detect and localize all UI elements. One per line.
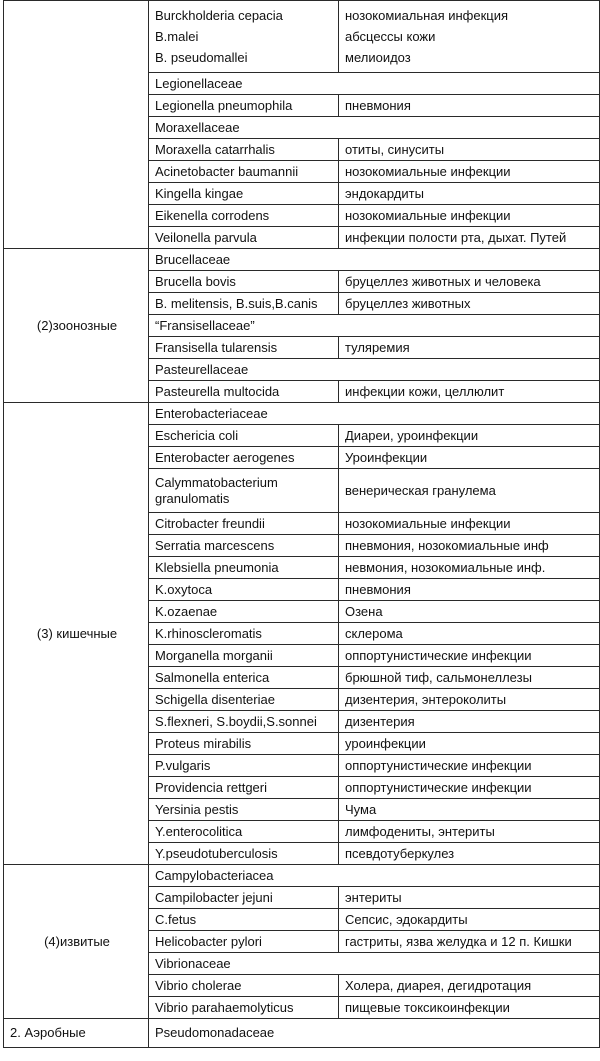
disease-name: бруцеллез животных (339, 293, 600, 315)
disease-name: дизентерия (339, 711, 600, 733)
family-name: Campylobacteriacea (149, 865, 600, 887)
disease-name: дизентерия, энтероколиты (339, 689, 600, 711)
organism-name: Klebsiella pneumonia (149, 557, 339, 579)
disease-name: склерома (339, 623, 600, 645)
organism-name: Moraxella catarrhalis (149, 139, 339, 161)
organism-name: Veilonella parvula (149, 227, 339, 249)
disease-name: энтериты (339, 887, 600, 909)
organism-name: C.fetus (149, 909, 339, 931)
group-cell: (2)зоонозные (4, 249, 149, 403)
organism-name: Y.pseudotuberculosis (149, 843, 339, 865)
disease-name: оппортунистические инфекции (339, 777, 600, 799)
organism-name: Eikenella corrodens (149, 205, 339, 227)
organism-name: Burckholderia cepacia (155, 8, 283, 23)
disease-name: Сепсис, эдокардиты (339, 909, 600, 931)
organism-cell (149, 1, 339, 73)
disease-name: Уроинфекции (339, 447, 600, 469)
family-name: Brucellaceae (149, 249, 600, 271)
table-row (4, 1019, 600, 1048)
disease-name: абсцессы кожи (345, 29, 436, 44)
table-row (4, 403, 600, 425)
disease-name: оппортунистические инфекции (339, 755, 600, 777)
organism-name: Proteus mirabilis (149, 733, 339, 755)
disease-name: нозокомиальная инфекция (345, 8, 509, 23)
organism-name: Yersinia pestis (149, 799, 339, 821)
organism-name: K.oxytoca (149, 579, 339, 601)
family-name: Legionellaceae (149, 73, 600, 95)
bacteria-classification-table (3, 0, 600, 1048)
disease-name: отиты, синуситы (339, 139, 600, 161)
organism-name: Serratia marcescens (149, 535, 339, 557)
organism-name: Campilobacter jejuni (149, 887, 339, 909)
organism-name: Kingella kingae (149, 183, 339, 205)
group-cell-aerobic: 2. Аэробные (4, 1019, 149, 1048)
organism-name: Helicobacter pylori (149, 931, 339, 953)
disease-name: невмония, нозокомиальные инф. (339, 557, 600, 579)
organism-name: K.ozaenae (149, 601, 339, 623)
organism-name: Citrobacter freundii (149, 513, 339, 535)
disease-name: оппортунистические инфекции (339, 645, 600, 667)
family-name: Pseudomonadaceae (149, 1019, 600, 1048)
group-cell: (4)извитые (4, 865, 149, 1019)
organism-name: K.rhinoscleromatis (149, 623, 339, 645)
disease-name: мелиоидоз (345, 50, 411, 65)
organism-name: Fransisella tularensis (149, 337, 339, 359)
disease-name: Чума (339, 799, 600, 821)
organism-name: Brucella bovis (149, 271, 339, 293)
organism-name: Legionella pneumophila (149, 95, 339, 117)
organism-name: Schigella disenteriae (149, 689, 339, 711)
disease-name: бруцеллез животных и человека (339, 271, 600, 293)
disease-name: пневмония (339, 95, 600, 117)
table-row (4, 865, 600, 887)
organism-name: B.malei (155, 29, 199, 44)
disease-name: гастриты, язва желудка и 12 п. Кишки (339, 931, 600, 953)
disease-name: Диареи, уроинфекции (339, 425, 600, 447)
organism-name: Pasteurella multocida (149, 381, 339, 403)
table-row (4, 1, 600, 73)
organism-name: Eschericia coli (149, 425, 339, 447)
disease-name: пищевые токсикоинфекции (339, 997, 600, 1019)
organism-name: Enterobacter aerogenes (149, 447, 339, 469)
organism-name: Calymmatobacterium granulomatis (149, 469, 339, 513)
disease-name: венерическая гранулема (339, 469, 600, 513)
organism-name: Acinetobacter baumannii (149, 161, 339, 183)
disease-name: пневмония, нозокомиальные инф (339, 535, 600, 557)
group-cell (4, 1, 149, 249)
disease-name: Озена (339, 601, 600, 623)
organism-name: Vibrio parahaemolyticus (149, 997, 339, 1019)
organism-name: Salmonella enterica (149, 667, 339, 689)
disease-name: нозокомиальные инфекции (339, 161, 600, 183)
disease-name: инфекции кожи, целлюлит (339, 381, 600, 403)
organism-name: Vibrio cholerae (149, 975, 339, 997)
disease-name: пневмония (339, 579, 600, 601)
organism-name: S.flexneri, S.boydii,S.sonnei (149, 711, 339, 733)
disease-name: туляремия (339, 337, 600, 359)
disease-name: Холера, диарея, дегидротация (339, 975, 600, 997)
organism-name: Y.enterocolitica (149, 821, 339, 843)
organism-name: B. melitensis, B.suis,B.canis (149, 293, 339, 315)
table-row (4, 249, 600, 271)
disease-cell (339, 1, 600, 73)
family-name: Pasteurellaceae (149, 359, 600, 381)
table-body (4, 1, 600, 1048)
disease-name: инфекции полости рта, дыхат. Путей (339, 227, 600, 249)
family-name: “Fransisellaceae” (149, 315, 600, 337)
organism-name: P.vulgaris (149, 755, 339, 777)
organism-name: B. pseudomallei (155, 50, 248, 65)
family-name: Moraxellaceae (149, 117, 600, 139)
family-name: Vibrionaceae (149, 953, 600, 975)
group-cell: (3) кишечные (4, 403, 149, 865)
family-name: Enterobacteriaceae (149, 403, 600, 425)
organism-name: Morganella morganii (149, 645, 339, 667)
disease-name: нозокомиальные инфекции (339, 205, 600, 227)
disease-name: брюшной тиф, сальмонеллезы (339, 667, 600, 689)
disease-name: уроинфекции (339, 733, 600, 755)
organism-name: Providencia rettgeri (149, 777, 339, 799)
disease-name: лимфодениты, энтериты (339, 821, 600, 843)
disease-name: эндокардиты (339, 183, 600, 205)
disease-name: нозокомиальные инфекции (339, 513, 600, 535)
disease-name: псевдотуберкулез (339, 843, 600, 865)
